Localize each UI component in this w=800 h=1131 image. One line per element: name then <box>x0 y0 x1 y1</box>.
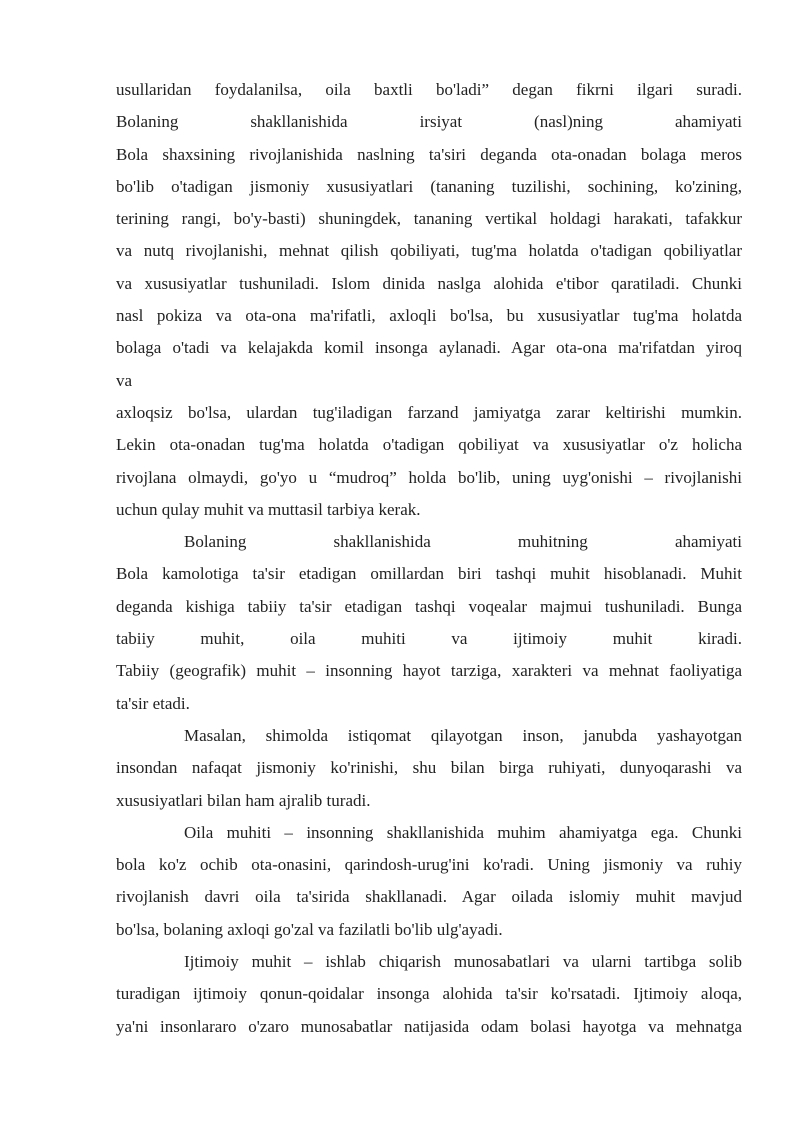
text-line: Lekin ota-onadan tug'ma holatda o'tadigan qobiliyat va xususiyatlar o'z holicha <box>116 435 742 455</box>
text-line: Tabiiy (geografik) muhit – insonning hayot tarziga, xarakteri va mehnat faoliyatiga <box>116 661 742 681</box>
text-line: bo'lib o'tadigan jismoniy xususiyatlari (tananing tuzilishi, sochining, ko'zining, <box>116 176 742 196</box>
text-line: va <box>116 370 133 390</box>
text-line: Masalan, shimolda istiqomat qilayotgan inson, janubda yashayotgan <box>184 725 742 745</box>
text-line: Oila muhiti – insonning shakllanishida muhim ahamiyatga ega. Chunki <box>184 822 742 842</box>
text-line: bola ko'z ochib ota-onasini, qarindosh-urug'ini ko'radi. Uning jismoniy va ruhiy <box>116 855 742 875</box>
text-line: bolaga o'tadi va kelajakda komil insonga aylanadi. Agar ota-ona ma'rifatdan yiroq <box>116 338 742 358</box>
text-line: insondan nafaqat jismoniy ko'rinishi, shu bilan birga ruhiyati, dunyoqarashi va <box>116 758 742 778</box>
body-text <box>116 74 742 1043</box>
text-line: rivojlana olmaydi, go'yo u “mudroq” holda bo'lib, uning uyg'onishi – rivojlanishi <box>116 467 742 487</box>
text-line: uchun qulay muhit va muttasil tarbiya kerak. <box>116 499 421 519</box>
text-line: Bola shaxsining rivojlanishida naslning ta'siri deganda ota-onadan bolaga meros <box>116 144 742 164</box>
text-line: ya'ni insonlararo o'zaro munosabatlar natijasida odam bolasi hayotga va mehnatga <box>116 1016 742 1036</box>
text-line: ta'sir etadi. <box>116 693 190 713</box>
text-line: bo'lsa, bolaning axloqi go'zal va fazilatli bo'lib ulg'ayadi. <box>116 919 503 939</box>
text-line: deganda kishiga tabiiy ta'sir etadigan tashqi voqealar majmui tushuniladi. Bunga <box>116 596 742 616</box>
text-line: xususiyatlari bilan ham ajralib turadi. <box>116 790 371 810</box>
text-line: va nutq rivojlanishi, mehnat qilish qobiliyati, tug'ma holatda o'tadigan qobiliyatlar <box>116 241 742 261</box>
text-line: tabiiy muhit, oila muhiti va ijtimoiy muhit kiradi. <box>116 629 742 649</box>
text-line: Ijtimoiy muhit – ishlab chiqarish munosabatlari va ularni tartibga solib <box>184 952 742 972</box>
text-line: turadigan ijtimoiy qonun-qoidalar insonga alohida ta'sir ko'rsatadi. Ijtimoiy aloqa, <box>116 984 742 1004</box>
text-line: terining rangi, bo'y-basti) shuningdek, tananing vertikal holdagi harakati, tafakkur <box>116 209 742 229</box>
text-line: Bola kamolotiga ta'sir etadigan omillardan biri tashqi muhit hisoblanadi. Muhit <box>116 564 742 584</box>
text-line: axloqsiz bo'lsa, ulardan tug'iladigan farzand jamiyatga zarar keltirishi mumkin. <box>116 402 742 422</box>
text-line: nasl pokiza va ota-ona ma'rifatli, axloqli bo'lsa, bu xususiyatlar tug'ma holatda <box>116 306 742 326</box>
text-line: Bolaning shakllanishida irsiyat (nasl)ning ahamiyati <box>116 112 742 132</box>
text-line: rivojlanish davri oila ta'sirida shakllanadi. Agar oilada islomiy muhit mavjud <box>116 887 742 907</box>
text-line: usullaridan foydalanilsa, oila baxtli bo'ladi” degan fikrni ilgari suradi. <box>116 80 742 99</box>
text-line: va xususiyatlar tushuniladi. Islom dinida naslga alohida e'tibor qaratiladi. Chunki <box>116 273 742 293</box>
text-line: Bolaning shakllanishida muhitning ahamiyati <box>184 532 742 552</box>
